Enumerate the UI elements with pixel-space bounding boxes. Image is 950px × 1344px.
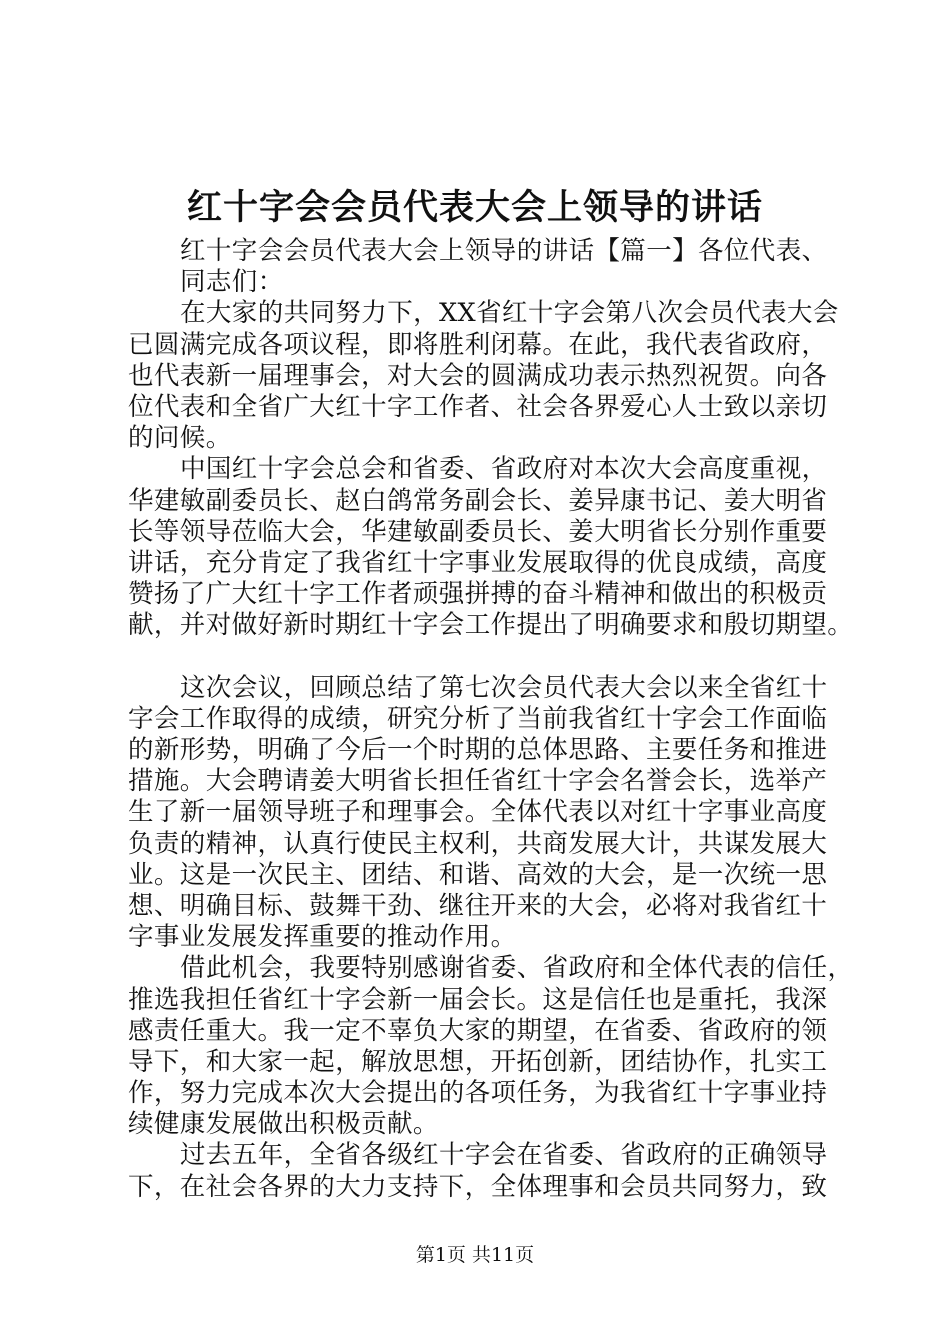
text-line: 的问候。 [128, 423, 232, 454]
text-line: 字会工作取得的成绩，研究分析了当前我省红十字会工作面临 [128, 703, 828, 734]
text-line: 感责任重大。我一定不辜负大家的期望，在省委、省政府的领 [128, 1015, 828, 1046]
text-line: 位代表和全省广大红十字工作者、社会各界爱心人士致以亲切 [128, 391, 828, 422]
text-line: 想、明确目标、鼓舞干劲、继往开来的大会，必将对我省红十 [128, 890, 828, 921]
text-line: 措施。大会聘请姜大明省长担任省红十字会名誉会长，选举产 [128, 766, 828, 797]
text-line: 过去五年，全省各级红十字会在省委、省政府的正确领导 [180, 1140, 828, 1171]
text-line: 讲话，充分肯定了我省红十字事业发展取得的优良成绩，高度 [128, 547, 828, 578]
text-line: 下，在社会各界的大力支持下，全体理事和会员共同努力，致 [128, 1171, 828, 1202]
document-title: 红十字会会员代表大会上领导的讲话 [186, 187, 763, 228]
text-line: 负责的精神，认真行使民主权利，共商发展大计，共谋发展大 [128, 828, 828, 859]
text-line: 长等领导莅临大会，华建敏副委员长、姜大明省长分别作重要 [128, 516, 828, 547]
text-line: 业。这是一次民主、团结、和谐、高效的大会，是一次统一思 [128, 859, 828, 890]
text-line: 红十字会会员代表大会上领导的讲话【篇一】各位代表、 [180, 236, 828, 266]
text-line: 已圆满完成各项议程，即将胜利闭幕。在此，我代表省政府， [128, 329, 828, 360]
text-line: 献，并对做好新时期红十字会工作提出了明确要求和殷切期望。 [128, 610, 854, 641]
text-line: 字事业发展发挥重要的推动作用。 [128, 922, 517, 953]
document-body [128, 236, 854, 1203]
text-line: 生了新一届领导班子和理事会。全体代表以对红十字事业高度 [128, 797, 828, 828]
paragraph-gap [128, 641, 854, 672]
text-line: 这次会议，回顾总结了第七次会员代表大会以来全省红十 [180, 672, 828, 703]
text-line: 中国红十字会总会和省委、省政府对本次大会高度重视， [180, 454, 828, 485]
text-line: 导下，和大家一起，解放思想，开拓创新，团结协作，扎实工 [128, 1046, 828, 1077]
text-line: 推选我担任省红十字会新一届会长。这是信任也是重托，我深 [128, 984, 828, 1015]
text-line: 借此机会，我要特别感谢省委、省政府和全体代表的信任， [180, 953, 854, 984]
text-line: 也代表新一届理事会，对大会的圆满成功表示热烈祝贺。向各 [128, 360, 828, 391]
text-line: 赞扬了广大红十字工作者顽强拼搏的奋斗精神和做出的积极贡 [128, 579, 828, 610]
text-line: 在大家的共同努力下，XX省红十字会第八次会员代表大会 [180, 298, 839, 329]
text-line: 作，努力完成本次大会提出的各项任务，为我省红十字事业持 [128, 1078, 828, 1109]
text-line: 华建敏副委员长、赵白鸽常务副会长、姜异康书记、姜大明省 [128, 485, 828, 516]
page-footer: 第1页 共11页 [415, 1244, 535, 1266]
text-line: 的新形势，明确了今后一个时期的总体思路、主要任务和推进 [128, 735, 828, 765]
text-line: 续健康发展做出积极贡献。 [128, 1109, 439, 1140]
text-line: 同志们： [180, 267, 284, 298]
